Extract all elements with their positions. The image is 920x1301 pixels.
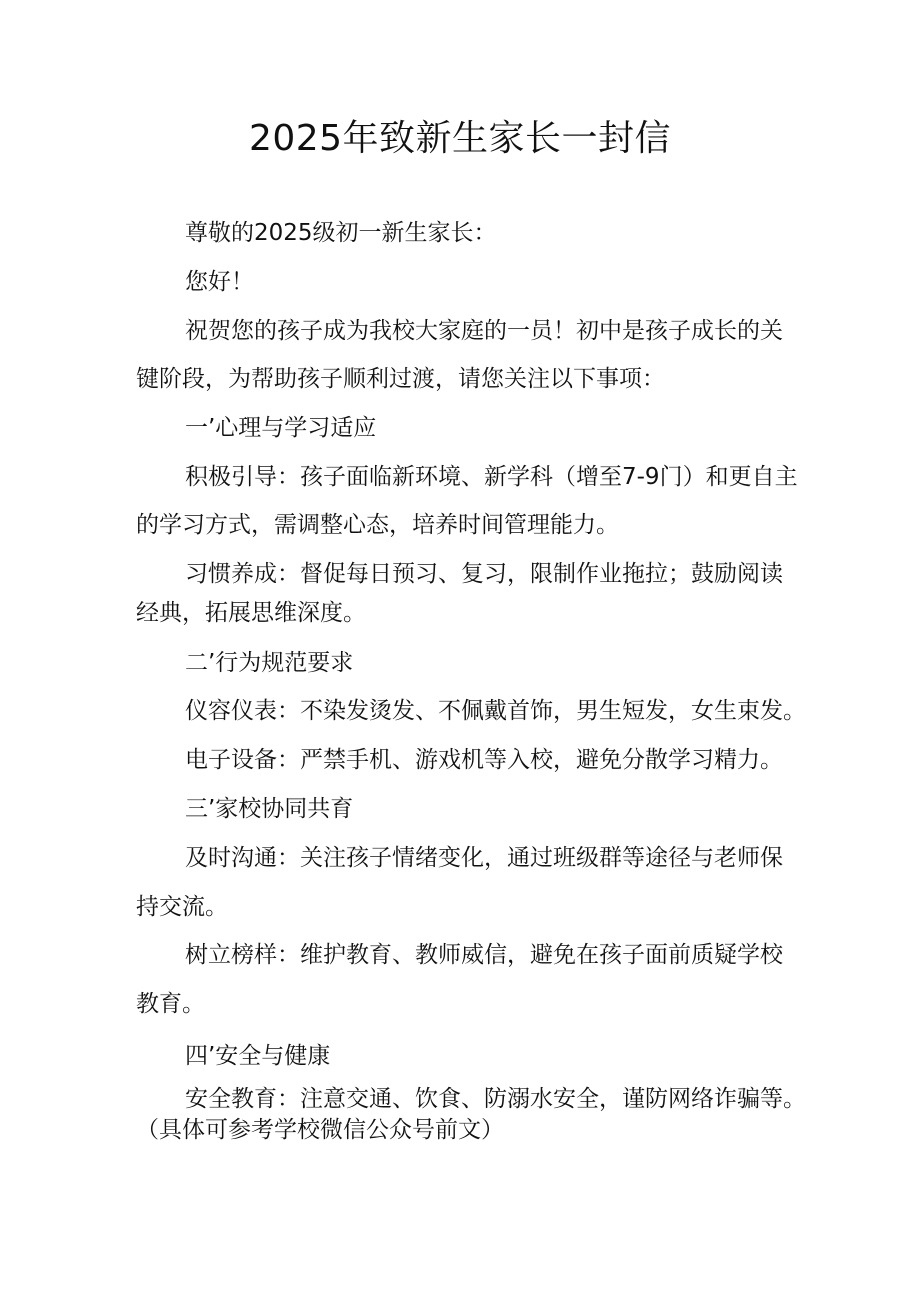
paragraph-line: 仪容仪表：不染发烫发、不佩戴首饰，男生短发，女生束发。 bbox=[185, 698, 806, 724]
paragraph-line: 持交流。 bbox=[136, 894, 228, 920]
paragraph-line: 的学习方式，需调整心态，培养时间管理能力。 bbox=[136, 512, 619, 538]
intro-line-2: 键阶段，为帮助孩子顺利过渡，请您关注以下事项： bbox=[136, 366, 665, 392]
intro-line-1: 祝贺您的孩子成为我校大家庭的一员！初中是孩子成长的关 bbox=[185, 318, 783, 344]
paragraph-line: 教育。 bbox=[136, 991, 205, 1017]
section-heading-3: 三’家校协同共育 bbox=[185, 796, 354, 822]
paragraph-line: 安全教育：注意交通、饮食、防溺水安全，谨防网络诈骗等。 bbox=[185, 1086, 806, 1112]
section-heading-4: 四’安全与健康 bbox=[185, 1043, 331, 1069]
paragraph-line: 习惯养成：督促每日预习、复习，限制作业拖拉；鼓励阅读 bbox=[185, 561, 783, 587]
document-title: 2025年致新生家长一封信 bbox=[248, 118, 672, 159]
greeting: 您好！ bbox=[185, 269, 254, 295]
paragraph-line: 树立榜样：维护教育、教师威信，避免在孩子面前质疑学校 bbox=[185, 942, 783, 968]
salutation: 尊敬的2025级初一新生家长： bbox=[185, 220, 497, 246]
section-heading-2: 二’行为规范要求 bbox=[185, 650, 354, 676]
paragraph-line: 经典，拓展思维深度。 bbox=[136, 600, 366, 626]
paragraph-line: （具体可参考学校微信公众号前文） bbox=[136, 1117, 504, 1143]
paragraph-line: 积极引导：孩子面临新环境、新学科（增至7-9门）和更自主 bbox=[185, 464, 798, 490]
section-heading-1: 一’心理与学习适应 bbox=[185, 415, 377, 441]
paragraph-line: 电子设备：严禁手机、游戏机等入校，避免分散学习精力。 bbox=[185, 747, 783, 773]
paragraph-line: 及时沟通：关注孩子情绪变化，通过班级群等途径与老师保 bbox=[185, 845, 783, 871]
